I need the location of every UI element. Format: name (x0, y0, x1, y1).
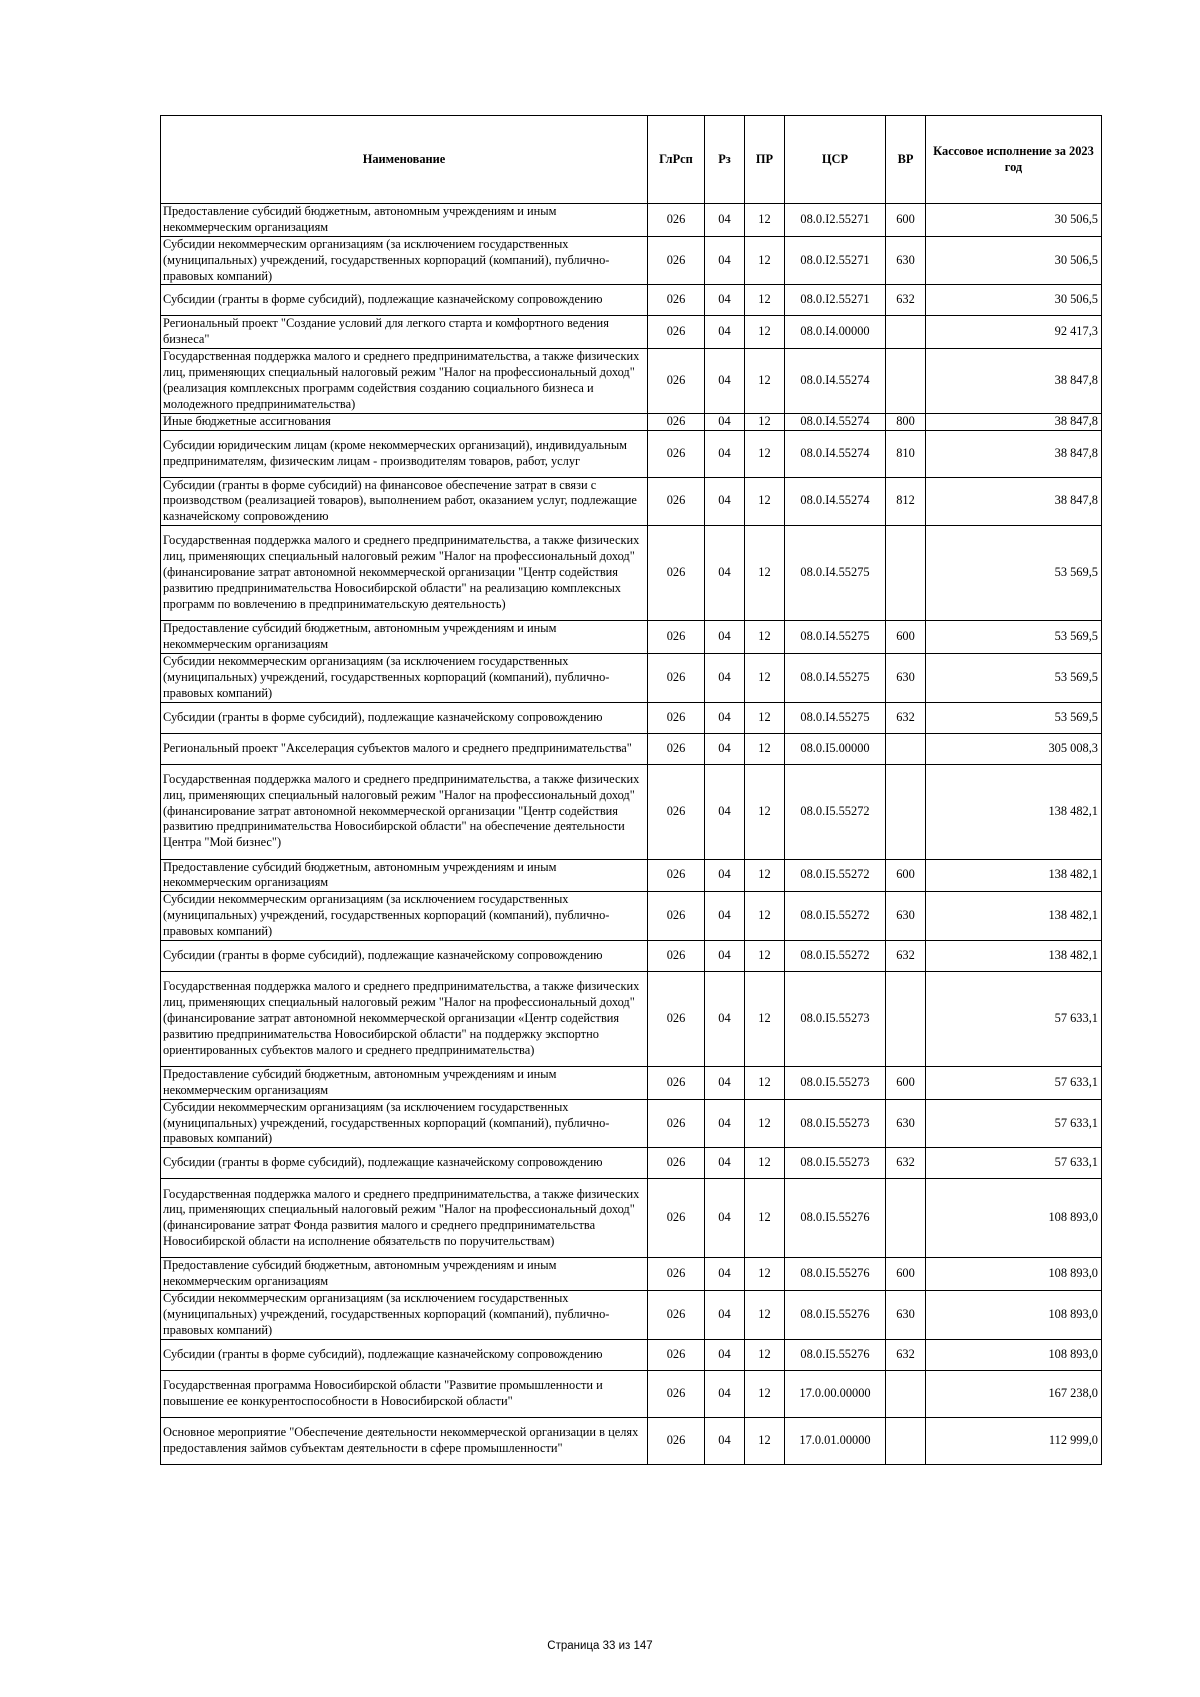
row-grp: 026 (648, 316, 705, 349)
row-name: Субсидии (гранты в форме субсидий), подлежащие казначейскому сопровождению (161, 1148, 648, 1179)
row-csr: 17.0.01.00000 (785, 1417, 886, 1464)
row-csr: 08.0.I5.00000 (785, 733, 886, 764)
row-vr (886, 764, 926, 859)
row-name: Субсидии некоммерческим организациям (за исключением государственных (муниципальных) учреждений, государственных корпораций (компаний), публично-правовых компаний) (161, 1099, 648, 1148)
row-pr: 12 (745, 733, 785, 764)
budget-table-container (160, 115, 1101, 1465)
row-pr: 12 (745, 526, 785, 621)
row-rz: 04 (705, 316, 745, 349)
row-vr: 800 (886, 413, 926, 430)
table-row (161, 236, 1102, 285)
row-grp: 026 (648, 940, 705, 971)
row-rz: 04 (705, 1148, 745, 1179)
row-grp: 026 (648, 764, 705, 859)
row-name: Субсидии (гранты в форме субсидий), подлежащие казначейскому сопровождению (161, 702, 648, 733)
row-grp: 026 (648, 526, 705, 621)
header-grp: ГлРсп (648, 116, 705, 204)
row-vr (886, 1179, 926, 1258)
row-name: Государственная поддержка малого и среднего предпринимательства, а также физических лиц, применяющих специальный налоговый режим "Налог на профессиональный доход" (финансирование затрат автономной некоммерческой организации "Центр содействия развитию предпринимательства Новосибирской области" на реализацию комплексных программ по вовлечению в предпринимательскую деятельность) (161, 526, 648, 621)
row-vr: 812 (886, 477, 926, 526)
table-row (161, 477, 1102, 526)
row-grp: 026 (648, 1148, 705, 1179)
row-vr: 630 (886, 1099, 926, 1148)
table-row (161, 1258, 1102, 1291)
table-row (161, 526, 1102, 621)
row-pr: 12 (745, 764, 785, 859)
row-name: Субсидии некоммерческим организациям (за исключением государственных (муниципальных) учреждений, государственных корпораций (компаний), публично-правовых компаний) (161, 653, 648, 702)
row-vr (886, 1417, 926, 1464)
row-name: Предоставление субсидий бюджетным, автономным учреждениям и иным некоммерческим организациям (161, 204, 648, 237)
header-vr: ВР (886, 116, 926, 204)
row-csr: 08.0.I2.55271 (785, 204, 886, 237)
row-grp: 026 (648, 1417, 705, 1464)
row-rz: 04 (705, 349, 745, 414)
row-rz: 04 (705, 236, 745, 285)
row-vr: 630 (886, 1291, 926, 1340)
row-sum: 108 893,0 (926, 1339, 1102, 1370)
row-sum: 57 633,1 (926, 1148, 1102, 1179)
row-sum: 30 506,5 (926, 285, 1102, 316)
row-vr: 600 (886, 859, 926, 892)
row-csr: 08.0.I5.55276 (785, 1291, 886, 1340)
row-sum: 53 569,5 (926, 702, 1102, 733)
row-csr: 08.0.I5.55273 (785, 1148, 886, 1179)
row-vr: 630 (886, 892, 926, 941)
row-grp: 026 (648, 892, 705, 941)
table-row (161, 892, 1102, 941)
row-name: Государственная поддержка малого и среднего предпринимательства, а также физических лиц, применяющих специальный налоговый режим "Налог на профессиональный доход" (реализация комплексных программ содействия созданию социального бизнеса и молодежного предпринимательства) (161, 349, 648, 414)
row-pr: 12 (745, 971, 785, 1066)
row-sum: 38 847,8 (926, 349, 1102, 414)
row-rz: 04 (705, 1179, 745, 1258)
row-rz: 04 (705, 764, 745, 859)
row-grp: 026 (648, 971, 705, 1066)
row-pr: 12 (745, 1148, 785, 1179)
row-pr: 12 (745, 653, 785, 702)
row-name: Региональный проект "Акселерация субъектов малого и среднего предпринимательства" (161, 733, 648, 764)
row-grp: 026 (648, 859, 705, 892)
row-grp: 026 (648, 653, 705, 702)
row-rz: 04 (705, 204, 745, 237)
row-sum: 108 893,0 (926, 1179, 1102, 1258)
row-grp: 026 (648, 413, 705, 430)
row-sum: 138 482,1 (926, 892, 1102, 941)
row-grp: 026 (648, 204, 705, 237)
row-rz: 04 (705, 1099, 745, 1148)
row-sum: 38 847,8 (926, 413, 1102, 430)
row-pr: 12 (745, 940, 785, 971)
table-row (161, 413, 1102, 430)
row-pr: 12 (745, 1099, 785, 1148)
row-vr: 630 (886, 236, 926, 285)
row-vr: 632 (886, 1148, 926, 1179)
row-grp: 026 (648, 1066, 705, 1099)
row-csr: 08.0.I5.55272 (785, 859, 886, 892)
row-vr: 810 (886, 430, 926, 477)
row-vr: 600 (886, 1258, 926, 1291)
table-body (161, 204, 1102, 1465)
row-sum: 38 847,8 (926, 430, 1102, 477)
table-row (161, 316, 1102, 349)
row-vr (886, 349, 926, 414)
row-vr: 600 (886, 204, 926, 237)
row-name: Субсидии (гранты в форме субсидий), подлежащие казначейскому сопровождению (161, 285, 648, 316)
row-rz: 04 (705, 285, 745, 316)
row-grp: 026 (648, 1099, 705, 1148)
row-name: Региональный проект "Создание условий для легкого старта и комфортного ведения бизнеса" (161, 316, 648, 349)
row-pr: 12 (745, 413, 785, 430)
row-rz: 04 (705, 413, 745, 430)
row-rz: 04 (705, 1417, 745, 1464)
row-csr: 08.0.I4.00000 (785, 316, 886, 349)
row-grp: 026 (648, 1339, 705, 1370)
table-row (161, 1179, 1102, 1258)
row-grp: 026 (648, 702, 705, 733)
row-csr: 08.0.I4.55274 (785, 477, 886, 526)
row-name: Государственная поддержка малого и среднего предпринимательства, а также физических лиц, применяющих специальный налоговый режим "Налог на профессиональный доход" (финансирование затрат Фонда развития малого и среднего предпринимательства Новосибирской области на исполнение обязательств по поручительствам) (161, 1179, 648, 1258)
row-sum: 53 569,5 (926, 621, 1102, 654)
row-csr: 08.0.I4.55275 (785, 702, 886, 733)
row-pr: 12 (745, 1179, 785, 1258)
row-rz: 04 (705, 621, 745, 654)
row-csr: 08.0.I2.55271 (785, 236, 886, 285)
row-sum: 108 893,0 (926, 1258, 1102, 1291)
row-name: Предоставление субсидий бюджетным, автономным учреждениям и иным некоммерческим организациям (161, 859, 648, 892)
table-row (161, 702, 1102, 733)
row-pr: 12 (745, 1258, 785, 1291)
row-pr: 12 (745, 236, 785, 285)
row-name: Субсидии (гранты в форме субсидий), подлежащие казначейскому сопровождению (161, 1339, 648, 1370)
table-row (161, 430, 1102, 477)
row-rz: 04 (705, 477, 745, 526)
row-sum: 38 847,8 (926, 477, 1102, 526)
row-sum: 57 633,1 (926, 1099, 1102, 1148)
table-row (161, 204, 1102, 237)
header-pr: ПР (745, 116, 785, 204)
row-pr: 12 (745, 204, 785, 237)
row-rz: 04 (705, 702, 745, 733)
header-name: Наименование (161, 116, 648, 204)
row-rz: 04 (705, 733, 745, 764)
row-vr (886, 1370, 926, 1417)
row-rz: 04 (705, 1370, 745, 1417)
table-row (161, 621, 1102, 654)
row-rz: 04 (705, 430, 745, 477)
table-row (161, 859, 1102, 892)
row-grp: 026 (648, 430, 705, 477)
row-name: Государственная поддержка малого и среднего предпринимательства, а также физических лиц, применяющих специальный налоговый режим "Налог на профессиональный доход" (финансирование затрат автономной некоммерческой организации «Центр содействия развитию предпринимательства Новосибирской области" на поддержку экспортно ориентированных субъектов малого и среднего предпринимательства) (161, 971, 648, 1066)
row-name: Субсидии (гранты в форме субсидий), подлежащие казначейскому сопровождению (161, 940, 648, 971)
row-sum: 167 238,0 (926, 1370, 1102, 1417)
row-grp: 026 (648, 477, 705, 526)
row-pr: 12 (745, 702, 785, 733)
row-csr: 17.0.00.00000 (785, 1370, 886, 1417)
table-row (161, 653, 1102, 702)
row-csr: 08.0.I5.55273 (785, 1099, 886, 1148)
row-pr: 12 (745, 621, 785, 654)
row-vr: 632 (886, 285, 926, 316)
row-grp: 026 (648, 621, 705, 654)
row-sum: 30 506,5 (926, 236, 1102, 285)
page-number: Страница 33 из 147 (547, 1640, 653, 1652)
row-name: Субсидии некоммерческим организациям (за исключением государственных (муниципальных) учреждений, государственных корпораций (компаний), публично-правовых компаний) (161, 1291, 648, 1340)
row-csr: 08.0.I5.55272 (785, 892, 886, 941)
row-pr: 12 (745, 430, 785, 477)
row-name: Предоставление субсидий бюджетным, автономным учреждениям и иным некоммерческим организациям (161, 1066, 648, 1099)
table-row (161, 1099, 1102, 1148)
row-grp: 026 (648, 1370, 705, 1417)
budget-table (160, 115, 1102, 1465)
row-pr: 12 (745, 1370, 785, 1417)
row-pr: 12 (745, 316, 785, 349)
row-vr (886, 526, 926, 621)
row-name: Предоставление субсидий бюджетным, автономным учреждениям и иным некоммерческим организациям (161, 1258, 648, 1291)
table-header-row (161, 116, 1102, 204)
row-name: Иные бюджетные ассигнования (161, 413, 648, 430)
table-row (161, 971, 1102, 1066)
row-vr: 600 (886, 621, 926, 654)
table-row (161, 1066, 1102, 1099)
row-sum: 92 417,3 (926, 316, 1102, 349)
row-csr: 08.0.I4.55275 (785, 621, 886, 654)
row-pr: 12 (745, 892, 785, 941)
row-pr: 12 (745, 1417, 785, 1464)
table-row (161, 940, 1102, 971)
row-pr: 12 (745, 1291, 785, 1340)
row-name: Предоставление субсидий бюджетным, автономным учреждениям и иным некоммерческим организациям (161, 621, 648, 654)
row-csr: 08.0.I5.55276 (785, 1258, 886, 1291)
row-vr: 632 (886, 1339, 926, 1370)
row-csr: 08.0.I5.55273 (785, 971, 886, 1066)
row-csr: 08.0.I5.55273 (785, 1066, 886, 1099)
table-row (161, 349, 1102, 414)
row-vr: 630 (886, 653, 926, 702)
row-vr: 600 (886, 1066, 926, 1099)
row-vr (886, 316, 926, 349)
table-row (161, 1148, 1102, 1179)
row-rz: 04 (705, 892, 745, 941)
row-pr: 12 (745, 1339, 785, 1370)
row-rz: 04 (705, 526, 745, 621)
row-name: Государственная программа Новосибирской области "Развитие промышленности и повышение ее конкурентоспособности в Новосибирской области" (161, 1370, 648, 1417)
row-csr: 08.0.I4.55274 (785, 413, 886, 430)
header-rz: Рз (705, 116, 745, 204)
row-rz: 04 (705, 1291, 745, 1340)
row-rz: 04 (705, 1258, 745, 1291)
row-sum: 53 569,5 (926, 526, 1102, 621)
row-sum: 108 893,0 (926, 1291, 1102, 1340)
row-sum: 57 633,1 (926, 1066, 1102, 1099)
row-csr: 08.0.I4.55274 (785, 430, 886, 477)
row-sum: 57 633,1 (926, 971, 1102, 1066)
row-rz: 04 (705, 1339, 745, 1370)
row-csr: 08.0.I4.55274 (785, 349, 886, 414)
row-sum: 138 482,1 (926, 940, 1102, 971)
table-row (161, 1291, 1102, 1340)
row-csr: 08.0.I5.55276 (785, 1339, 886, 1370)
row-csr: 08.0.I5.55276 (785, 1179, 886, 1258)
row-pr: 12 (745, 285, 785, 316)
row-sum: 305 008,3 (926, 733, 1102, 764)
row-csr: 08.0.I2.55271 (785, 285, 886, 316)
row-pr: 12 (745, 859, 785, 892)
row-pr: 12 (745, 477, 785, 526)
row-name: Государственная поддержка малого и среднего предпринимательства, а также физических лиц, применяющих специальный налоговый режим "Налог на профессиональный доход" (финансирование затрат автономной некоммерческой организации "Центр содействия развитию предпринимательства Новосибирской области" на обеспечение деятельности Центра "Мой бизнес") (161, 764, 648, 859)
row-sum: 53 569,5 (926, 653, 1102, 702)
row-vr: 632 (886, 702, 926, 733)
header-sum: Кассовое исполнение за 2023 год (926, 116, 1102, 204)
row-sum: 138 482,1 (926, 859, 1102, 892)
table-row (161, 1417, 1102, 1464)
table-row (161, 1339, 1102, 1370)
row-rz: 04 (705, 859, 745, 892)
row-csr: 08.0.I5.55272 (785, 940, 886, 971)
row-pr: 12 (745, 349, 785, 414)
row-rz: 04 (705, 1066, 745, 1099)
row-sum: 30 506,5 (926, 204, 1102, 237)
table-row (161, 764, 1102, 859)
row-csr: 08.0.I4.55275 (785, 526, 886, 621)
row-rz: 04 (705, 940, 745, 971)
row-name: Субсидии юридическим лицам (кроме некоммерческих организаций), индивидуальным предпринимателям, физическим лицам - производителям товаров, работ, услуг (161, 430, 648, 477)
row-csr: 08.0.I4.55275 (785, 653, 886, 702)
row-vr (886, 733, 926, 764)
row-grp: 026 (648, 285, 705, 316)
row-name: Субсидии (гранты в форме субсидий) на финансовое обеспечение затрат в связи с производством (реализацией товаров), выполнением работ, оказанием услуг, подлежащие казначейскому сопровождению (161, 477, 648, 526)
row-grp: 026 (648, 1179, 705, 1258)
row-sum: 112 999,0 (926, 1417, 1102, 1464)
row-vr (886, 971, 926, 1066)
row-name: Субсидии некоммерческим организациям (за исключением государственных (муниципальных) учреждений, государственных корпораций (компаний), публично-правовых компаний) (161, 236, 648, 285)
row-name: Основное мероприятие "Обеспечение деятельности некоммерческой организации в целях предоставления займов субъектам деятельности в сфере промышленности" (161, 1417, 648, 1464)
header-csr: ЦСР (785, 116, 886, 204)
row-rz: 04 (705, 971, 745, 1066)
row-name: Субсидии некоммерческим организациям (за исключением государственных (муниципальных) учреждений, государственных корпораций (компаний), публично-правовых компаний) (161, 892, 648, 941)
row-grp: 026 (648, 1258, 705, 1291)
row-grp: 026 (648, 1291, 705, 1340)
row-grp: 026 (648, 349, 705, 414)
row-sum: 138 482,1 (926, 764, 1102, 859)
table-row (161, 1370, 1102, 1417)
table-row (161, 733, 1102, 764)
row-csr: 08.0.I5.55272 (785, 764, 886, 859)
table-row (161, 285, 1102, 316)
row-rz: 04 (705, 653, 745, 702)
row-pr: 12 (745, 1066, 785, 1099)
row-grp: 026 (648, 236, 705, 285)
row-grp: 026 (648, 733, 705, 764)
row-vr: 632 (886, 940, 926, 971)
